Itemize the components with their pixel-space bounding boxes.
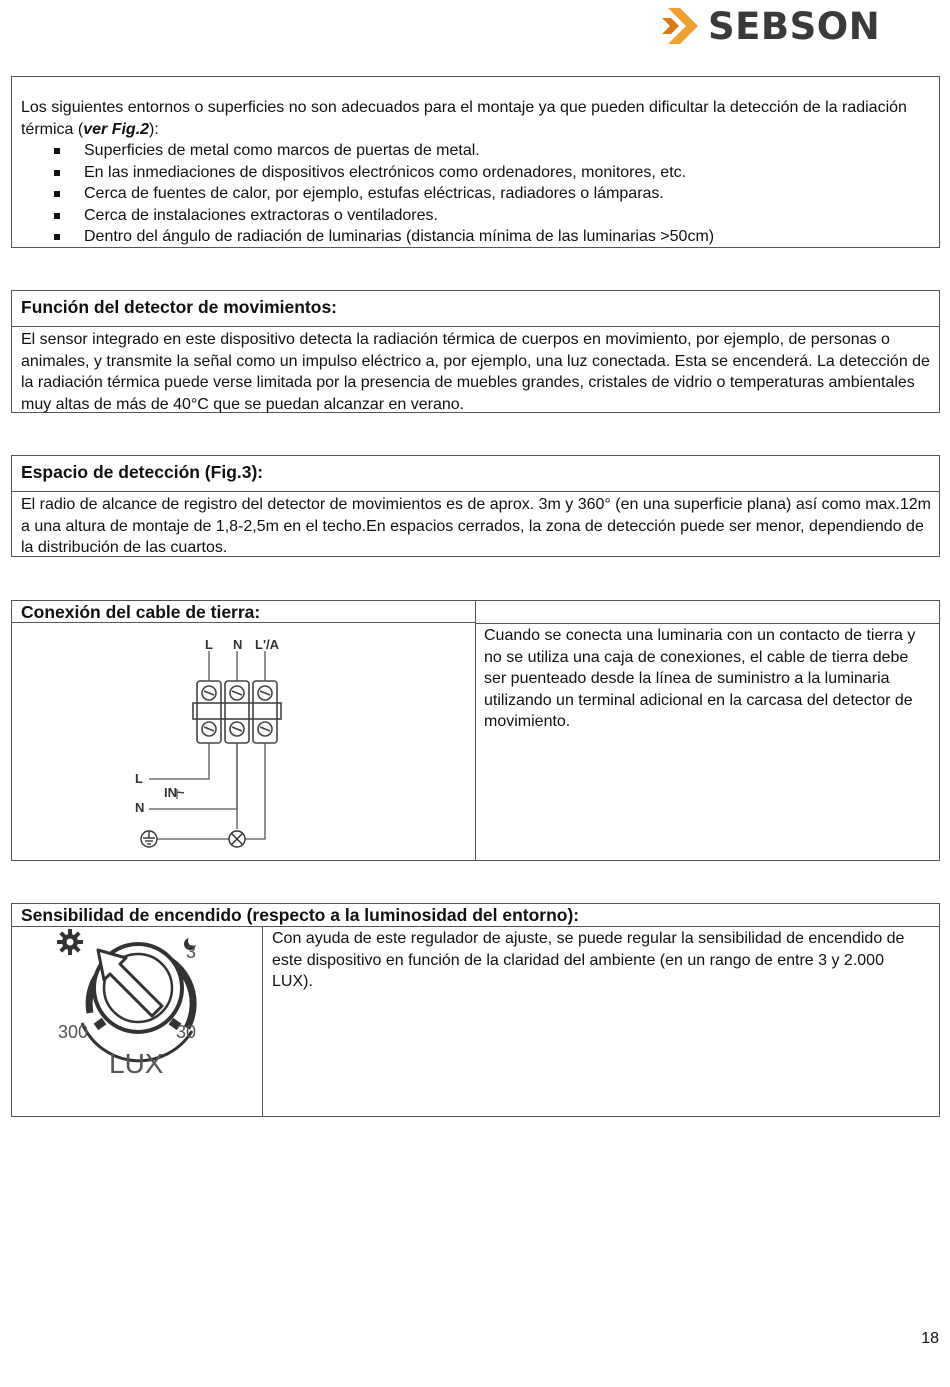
heading-divider — [12, 926, 939, 927]
intro-content — [21, 97, 931, 248]
terminal-label-n: N — [233, 637, 243, 652]
list-item: Cerca de fuentes de calor, por ejemplo, estufas eléctricas, radiadores o lámparas. — [84, 183, 931, 205]
function-section — [11, 290, 940, 413]
intro-text: Los siguientes entornos o superficies no son adecuados para el montaje ya que pueden dificultar la detección de la radiación térmica ( — [21, 99, 907, 138]
terminal-label-l: L — [205, 637, 213, 652]
dial-unit: LUX — [109, 1048, 164, 1079]
list-item: Superficies de metal como marcos de puertas de metal. — [84, 140, 931, 162]
unsuitable-surfaces-list — [21, 140, 931, 248]
wires — [149, 651, 265, 839]
input-label: IN~ — [164, 785, 185, 800]
heading-cell — [12, 601, 475, 623]
intro-text-end: ): — [149, 120, 159, 138]
lamp-icon — [229, 831, 245, 847]
wiring-diagram — [127, 631, 307, 853]
terminal-label-la: L'/A — [255, 637, 280, 652]
dial-label-3: 3 — [186, 942, 197, 962]
section-text: El radio de alcance de registro del detector de movimientos es de aprox. 3m y 360° (en una superficie plana) así como max.12m a una altura de montaje de 1,8-2,5m en el techo.En espacios cerrados, la zona de detección puede ser menor, dependiendo de la distribución de las cuartos. — [21, 496, 931, 556]
column-divider — [262, 926, 263, 1116]
line-label-l: L — [135, 771, 143, 786]
section-heading: Función del detector de movimientos: — [12, 291, 939, 327]
terminal-block — [193, 681, 281, 743]
section-text: Con ayuda de este regulador de ajuste, se puede regular la sensibilidad de encendido de este dispositivo en función de la claridad del ambiente (en un rango de entre 3 y 2.000 LUX). — [272, 930, 905, 990]
figure-reference: ver Fig.2 — [83, 120, 150, 138]
ground-icon — [141, 831, 157, 847]
right-cell-top-border — [476, 623, 939, 624]
sensitivity-section — [11, 903, 940, 1117]
lux-dial — [52, 928, 232, 1088]
list-item: Cerca de instalaciones extractoras o ventiladores. — [84, 205, 931, 227]
section-text: El sensor integrado en este dispositivo detecta la radiación térmica de cuerpos en movimiento, por ejemplo, de personas o animales, y transmite la señal como un impulso eléctrico a, por ejemplo, una luz conectada. Esta se encenderá. La detección de la radiación térmica puede verse limitada por la presencia de muebles grandes, cristales de vidrio o temperaturas ambientales muy altas de más de 40°C que se puedan alcanzar en verano. — [21, 331, 930, 413]
line-label-n: N — [135, 800, 145, 815]
dial-label-300: 300 — [58, 1022, 89, 1042]
ground-wire-section — [11, 600, 940, 861]
list-item: En las inmediaciones de dispositivos electrónicos como ordenadores, monitores, etc. — [84, 162, 931, 184]
page-number: 18 — [921, 1330, 939, 1347]
sebson-logo — [660, 6, 885, 48]
list-item: Dentro del ángulo de radiación de luminarias (distancia mínima de las luminarias >50cm) — [84, 226, 931, 248]
detection-section — [11, 455, 940, 557]
section-heading: Espacio de detección (Fig.3): — [12, 456, 939, 492]
section-text: Cuando se conecta una luminaria con un contacto de tierra y no se utiliza una caja de conexiones, el cable de tierra debe ser puenteado desde la línea de suministro a la luminaria utilizando un terminal adicional en la carcasa del detector de movimiento. — [484, 627, 916, 730]
section-heading: Sensibilidad de encendido (respecto a la luminosidad del entorno): — [21, 905, 580, 925]
dial-label-30: 30 — [176, 1022, 197, 1042]
logo-chevron-icon — [660, 6, 704, 48]
gear-icon — [57, 929, 83, 955]
section-heading: Conexión del cable de tierra: — [21, 602, 261, 622]
brand-name: SEBSON — [708, 5, 881, 48]
column-divider — [475, 601, 476, 860]
intro-paragraph — [21, 97, 931, 140]
intro-box — [11, 76, 940, 248]
